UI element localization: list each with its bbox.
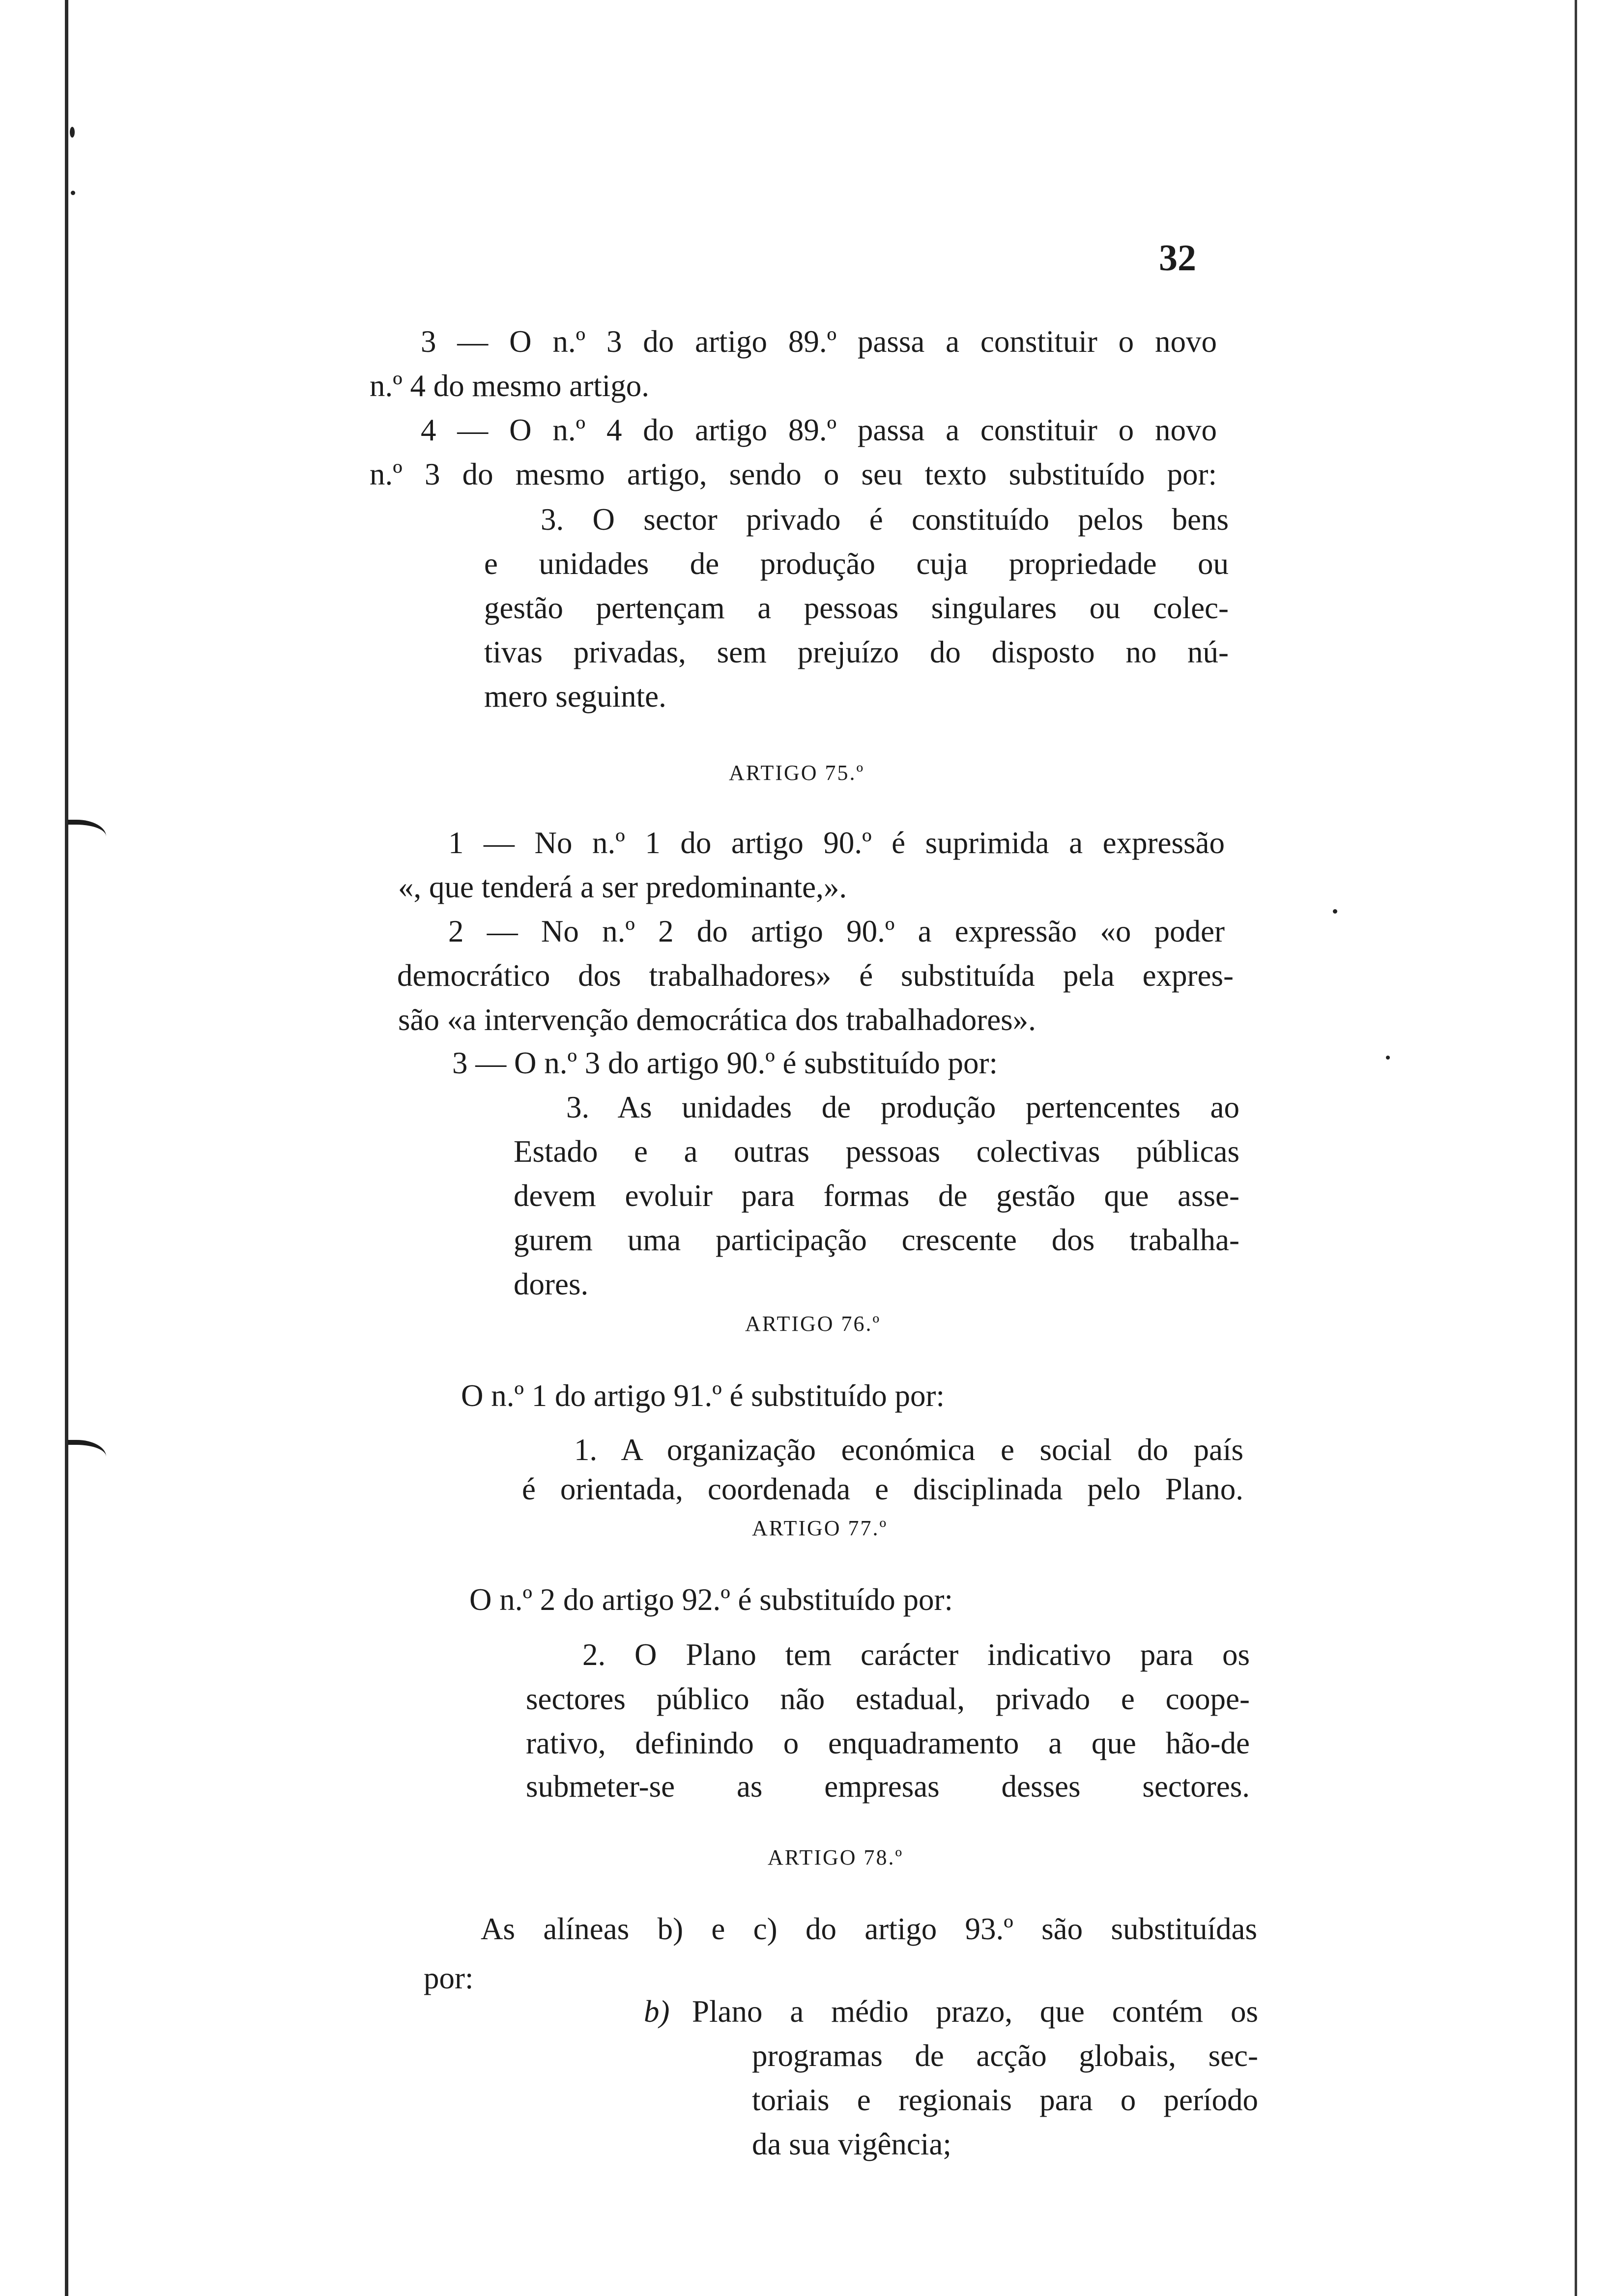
paragraph-line: 2 — No n.º 2 do artigo 90.º a expressão «o poder [448, 914, 1225, 948]
quote-line: tivas privadas, sem prejuízo do disposto no nú- [484, 635, 1229, 669]
margin-speck [1333, 909, 1337, 914]
quote-line: 3. O sector privado é constituído pelos bens [541, 502, 1229, 537]
quote-line: rativo, definindo o enquadramento a que hão-de [526, 1726, 1250, 1760]
quote-line: mero seguinte. [484, 679, 666, 714]
item-line: toriais e regionais para o período [752, 2083, 1258, 2117]
paragraph-line: «, que tenderá a ser predominante,». [398, 870, 847, 904]
quote-line: Estado e a outras pessoas colectivas públicas [514, 1134, 1239, 1169]
paragraph-line: n.º 3 do mesmo artigo, sendo o seu texto substituído por: [370, 457, 1217, 491]
article-heading: ARTIGO 78.º [768, 1845, 904, 1869]
margin-bracket-mark [68, 1440, 106, 1460]
margin-speck [70, 127, 75, 138]
paragraph-line: O n.º 1 do artigo 91.º é substituído por: [461, 1378, 945, 1413]
paragraph-line: por: [424, 1961, 474, 1995]
quote-line: gestão pertençam a pessoas singulares ou colec- [484, 591, 1229, 625]
paragraph-line: 3 — O n.º 3 do artigo 89.º passa a constituir o novo [421, 324, 1217, 359]
scan-right-edge [1575, 0, 1577, 2296]
article-heading: ARTIGO 75.º [729, 761, 865, 785]
page-number: 32 [1159, 237, 1196, 279]
quote-line: submeter-se as empresas desses sectores. [526, 1769, 1250, 1804]
quote-line: 2. O Plano tem carácter indicativo para os [582, 1637, 1250, 1672]
quote-line: gurem uma participação crescente dos trabalha- [514, 1223, 1239, 1257]
paragraph-line: n.º 4 do mesmo artigo. [370, 369, 649, 403]
paragraph-line: 4 — O n.º 4 do artigo 89.º passa a constituir o novo [421, 413, 1217, 447]
quote-line: 3. As unidades de produção pertencentes ao [566, 1090, 1239, 1124]
article-heading: ARTIGO 76.º [745, 1312, 881, 1336]
paragraph-line: O n.º 2 do artigo 92.º é substituído por: [469, 1582, 953, 1617]
paragraph-line: 1 — No n.º 1 do artigo 90.º é suprimida a expressão [448, 826, 1225, 860]
quote-line: é orientada, coordenada e disciplinada pelo Plano. [522, 1472, 1243, 1506]
quote-line: sectores público não estadual, privado e coope- [526, 1682, 1250, 1716]
item-marker: b) [644, 1994, 670, 2029]
margin-bracket-mark [68, 820, 106, 839]
quote-line: devem evoluir para formas de gestão que asse- [514, 1178, 1239, 1213]
article-heading: ARTIGO 77.º [752, 1516, 888, 1540]
margin-speck [71, 191, 75, 195]
item-line: Plano a médio prazo, que contém os [692, 1994, 1258, 2029]
paragraph-line: As alíneas b) e c) do artigo 93.º são substituídas [481, 1912, 1257, 1946]
quote-line: dores. [514, 1267, 589, 1301]
paragraph-line: são «a intervenção democrática dos trabalhadores». [398, 1003, 1036, 1037]
quote-line: e unidades de produção cuja propriedade ou [484, 546, 1229, 581]
scan-left-edge [65, 0, 68, 2296]
paragraph-line: democrático dos trabalhadores» é substituída pela expres- [397, 958, 1234, 993]
paragraph-line: 3 — O n.º 3 do artigo 90.º é substituído por: [452, 1046, 998, 1080]
item-line: programas de acção globais, sec- [752, 2038, 1258, 2073]
margin-speck [1386, 1056, 1390, 1060]
quote-line: 1. A organização económica e social do país [574, 1433, 1243, 1467]
item-line: da sua vigência; [752, 2127, 951, 2161]
